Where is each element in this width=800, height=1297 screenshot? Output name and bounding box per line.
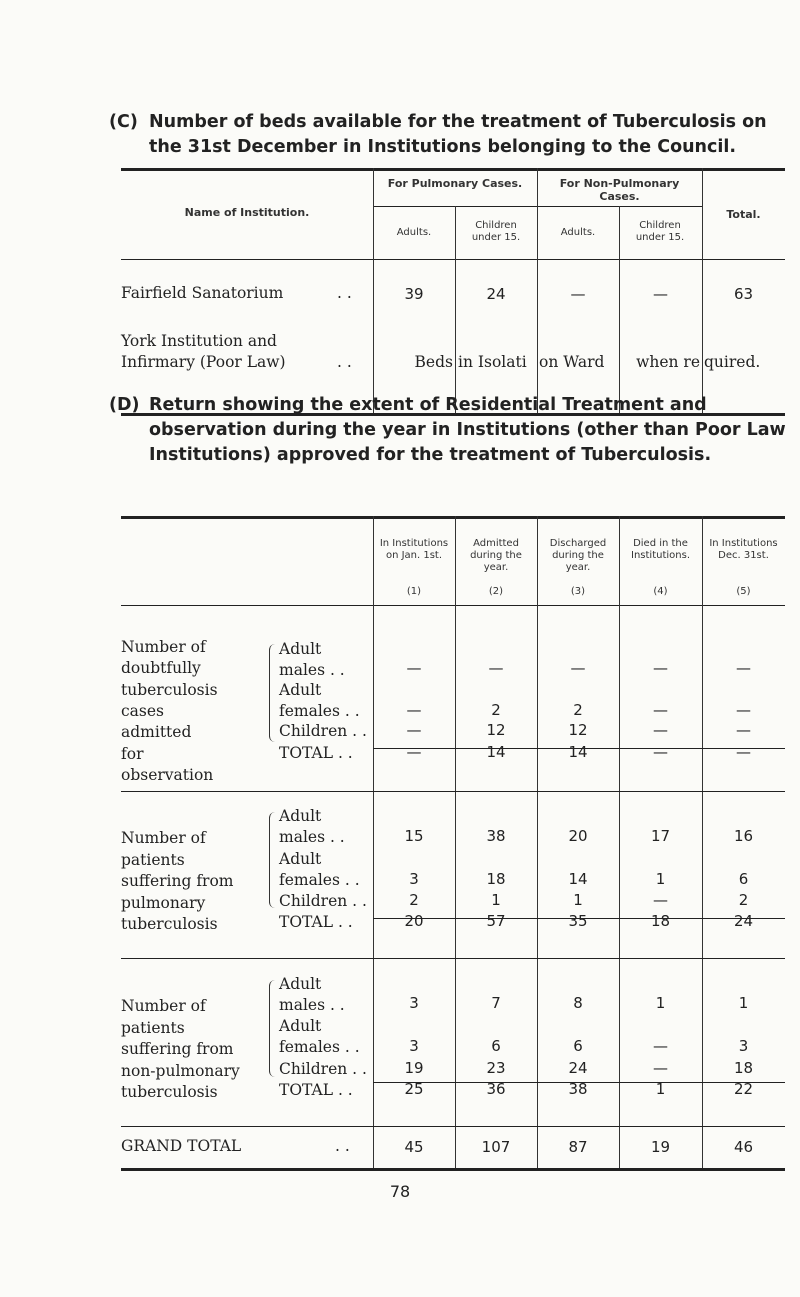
note-fragment: quired. (704, 353, 761, 371)
column-header: In Institutions on Jan. 1st. (379, 538, 449, 561)
leader-dots: . . (337, 284, 352, 302)
table-value: 18 (650, 912, 671, 930)
table-value: 24 (568, 1059, 588, 1077)
header-non-pulmonary-children: Children under 15. (635, 220, 685, 243)
table-value: — (736, 743, 751, 761)
header-pulmonary-cases: For Pulmonary Cases. (387, 177, 523, 190)
column-number: (3) (570, 586, 586, 597)
grand-total-value: 19 (650, 1138, 671, 1156)
column-number: (4) (653, 586, 668, 597)
section-c-title-line1: Number of beds available for the treatment of Tuberculosis on (149, 112, 767, 132)
table-value: 36 (486, 1080, 506, 1098)
column-header: Discharged during the year. (549, 538, 607, 573)
row-category: Children . . (279, 892, 367, 910)
table-value: — (653, 701, 668, 719)
header-non-pulmonary-cases: For Non-Pulmonary Cases. (559, 177, 680, 203)
note-fragment: when re (636, 353, 700, 371)
table-value: 3 (409, 994, 419, 1012)
group-label-line: patients (121, 850, 185, 869)
group-label-line: observation (121, 765, 214, 784)
row-category: Adult males . . (279, 807, 345, 846)
table-value: — (653, 1059, 668, 1077)
table-value: 3 (409, 870, 419, 888)
column-header: In Institutions Dec. 31st. (709, 538, 778, 561)
column-number: (1) (406, 586, 422, 597)
note-fragment: in Isolati (458, 353, 527, 371)
section-c-title (109, 110, 791, 160)
table-value: 1 (655, 1080, 666, 1098)
table-value: 8 (573, 994, 583, 1012)
group-label-line: suffering from (121, 1040, 234, 1058)
table-value: — (406, 659, 422, 677)
section-d-title (109, 393, 791, 468)
non-pulmonary-children-value: — (653, 285, 668, 303)
table-value: 35 (568, 912, 588, 930)
table-value: — (570, 659, 586, 677)
header-non-pulmonary-adults: Adults. (560, 227, 596, 238)
column-header: Admitted during the year. (470, 538, 522, 573)
table-value: 1 (655, 870, 666, 888)
column-header: Died in the Institutions. (631, 538, 690, 561)
grand-total-label: GRAND TOTAL (121, 1137, 242, 1155)
table-value: 19 (404, 1059, 424, 1077)
table-value: 14 (568, 743, 588, 761)
column-number: (2) (488, 586, 504, 597)
table-value: 1 (491, 891, 501, 909)
beds-table (121, 168, 785, 416)
table-value: — (736, 701, 751, 719)
brace-decoration (269, 644, 278, 742)
row-category: TOTAL . . (279, 1081, 353, 1099)
group-label-line: pulmonary (121, 893, 206, 912)
institution-name-line2: Infirmary (Poor Law) (121, 353, 286, 371)
section-c-label: (C) (109, 112, 138, 132)
table-value: 12 (486, 721, 506, 739)
residential-treatment-table (121, 516, 785, 1172)
table-value: — (406, 701, 422, 719)
table-value: 17 (650, 827, 671, 845)
table-value: 14 (568, 870, 588, 888)
group-label-line: Number of (121, 997, 206, 1015)
table-value: 57 (486, 912, 506, 930)
pulmonary-adults-value: 39 (404, 285, 424, 303)
table-value: 22 (733, 1080, 754, 1098)
group-label-line: non-pulmonary (121, 1061, 240, 1080)
table-value: 1 (655, 994, 666, 1012)
table-value: — (406, 721, 422, 739)
pulmonary-children-value: 24 (486, 285, 506, 303)
table-value: — (653, 659, 668, 677)
table-value: 1 (738, 994, 749, 1012)
brace-decoration (269, 812, 278, 908)
header-pulmonary-children: Children under 15. (471, 220, 521, 243)
table-value: 14 (486, 743, 506, 761)
group-label-line: tuberculosis (121, 680, 218, 699)
group-label-line: suffering from (121, 872, 234, 890)
grand-total-value: 46 (733, 1138, 754, 1156)
row-category: Adult males . . (279, 975, 345, 1014)
table-value: 38 (568, 1080, 588, 1098)
table-value: 6 (738, 870, 749, 888)
non-pulmonary-adults-value: — (570, 285, 586, 303)
section-d-title-line3: Institutions) approved for the treatment of Tuberculosis. (149, 445, 712, 465)
group-label-line: cases (121, 701, 165, 720)
table-value: — (406, 743, 422, 761)
column-number: (5) (736, 586, 751, 597)
table-value: — (653, 1037, 668, 1055)
header-pulmonary-adults: Adults. (396, 227, 432, 238)
leader-dots: . . (337, 353, 352, 371)
group-label-line: admitted (121, 723, 192, 742)
table-value: 15 (404, 827, 424, 845)
table-value: 23 (486, 1059, 506, 1077)
section-d-label: (D) (109, 395, 140, 415)
table-value: 16 (733, 827, 754, 845)
table-value: 20 (404, 912, 424, 930)
section-d-title-line2: observation during the year in Institutions (other than Poor Law (149, 420, 786, 440)
table-value: — (653, 891, 668, 909)
institution-name-line1: York Institution and (121, 332, 277, 350)
table-value: 12 (568, 721, 588, 739)
row-category: Adult males . . (279, 640, 345, 679)
table-value: 3 (409, 1037, 419, 1055)
header-name-of-institution: Name of Institution. (184, 206, 310, 219)
section-d-title-line1: Return showing the extent of Residential Treatment and (149, 395, 707, 415)
grand-total-value: 45 (404, 1138, 424, 1156)
note-fragment: Beds (414, 353, 453, 371)
table-value: 2 (738, 891, 749, 909)
row-category: Adult females . . (279, 681, 360, 720)
table-value: 18 (733, 1059, 754, 1077)
group-label-line: Number of (121, 638, 206, 656)
group-label-line: tuberculosis (121, 1083, 218, 1101)
group-label-line: doubtfully (121, 659, 201, 678)
table-value: 38 (486, 827, 506, 845)
row-category: TOTAL . . (279, 744, 353, 762)
table-value: 2 (409, 891, 419, 909)
brace-decoration (269, 980, 278, 1077)
group-label-line: for (121, 744, 144, 763)
row-category: Children . . (279, 1060, 367, 1078)
table-value: 2 (491, 701, 501, 719)
table-value: 25 (404, 1080, 424, 1098)
group-label-line: tuberculosis (121, 915, 218, 933)
table-value: 6 (573, 1037, 583, 1055)
table-value: 7 (491, 994, 501, 1012)
table-value: 18 (486, 870, 506, 888)
table-value: 6 (491, 1037, 501, 1055)
table-value: 20 (568, 827, 588, 845)
table-value: — (488, 659, 504, 677)
row-category: Adult females . . (279, 1017, 360, 1056)
row-category: Children . . (279, 722, 367, 740)
section-c-title-line2: the 31st December in Institutions belonging to the Council. (149, 137, 737, 157)
table-value: 2 (573, 701, 583, 719)
group-label-line: Number of (121, 829, 206, 847)
row-category: Adult females . . (279, 850, 360, 889)
table-value: 3 (738, 1037, 749, 1055)
leader-dots: . . (335, 1137, 350, 1155)
table-value: — (653, 743, 668, 761)
grand-total-value: 87 (568, 1138, 588, 1156)
table-value: 24 (733, 912, 754, 930)
table-value: — (736, 721, 751, 739)
total-value: 63 (733, 285, 754, 303)
grand-total-value: 107 (481, 1138, 511, 1156)
table-value: 1 (573, 891, 583, 909)
table-value: — (653, 721, 668, 739)
note-fragment: on Ward (539, 353, 605, 371)
group-label-line: patients (121, 1018, 185, 1037)
page-number: 78 (389, 1182, 411, 1201)
table-value: — (736, 659, 751, 677)
row-category: TOTAL . . (279, 913, 353, 931)
institution-name: Fairfield Sanatorium (121, 284, 284, 302)
header-total: Total. (726, 208, 761, 221)
